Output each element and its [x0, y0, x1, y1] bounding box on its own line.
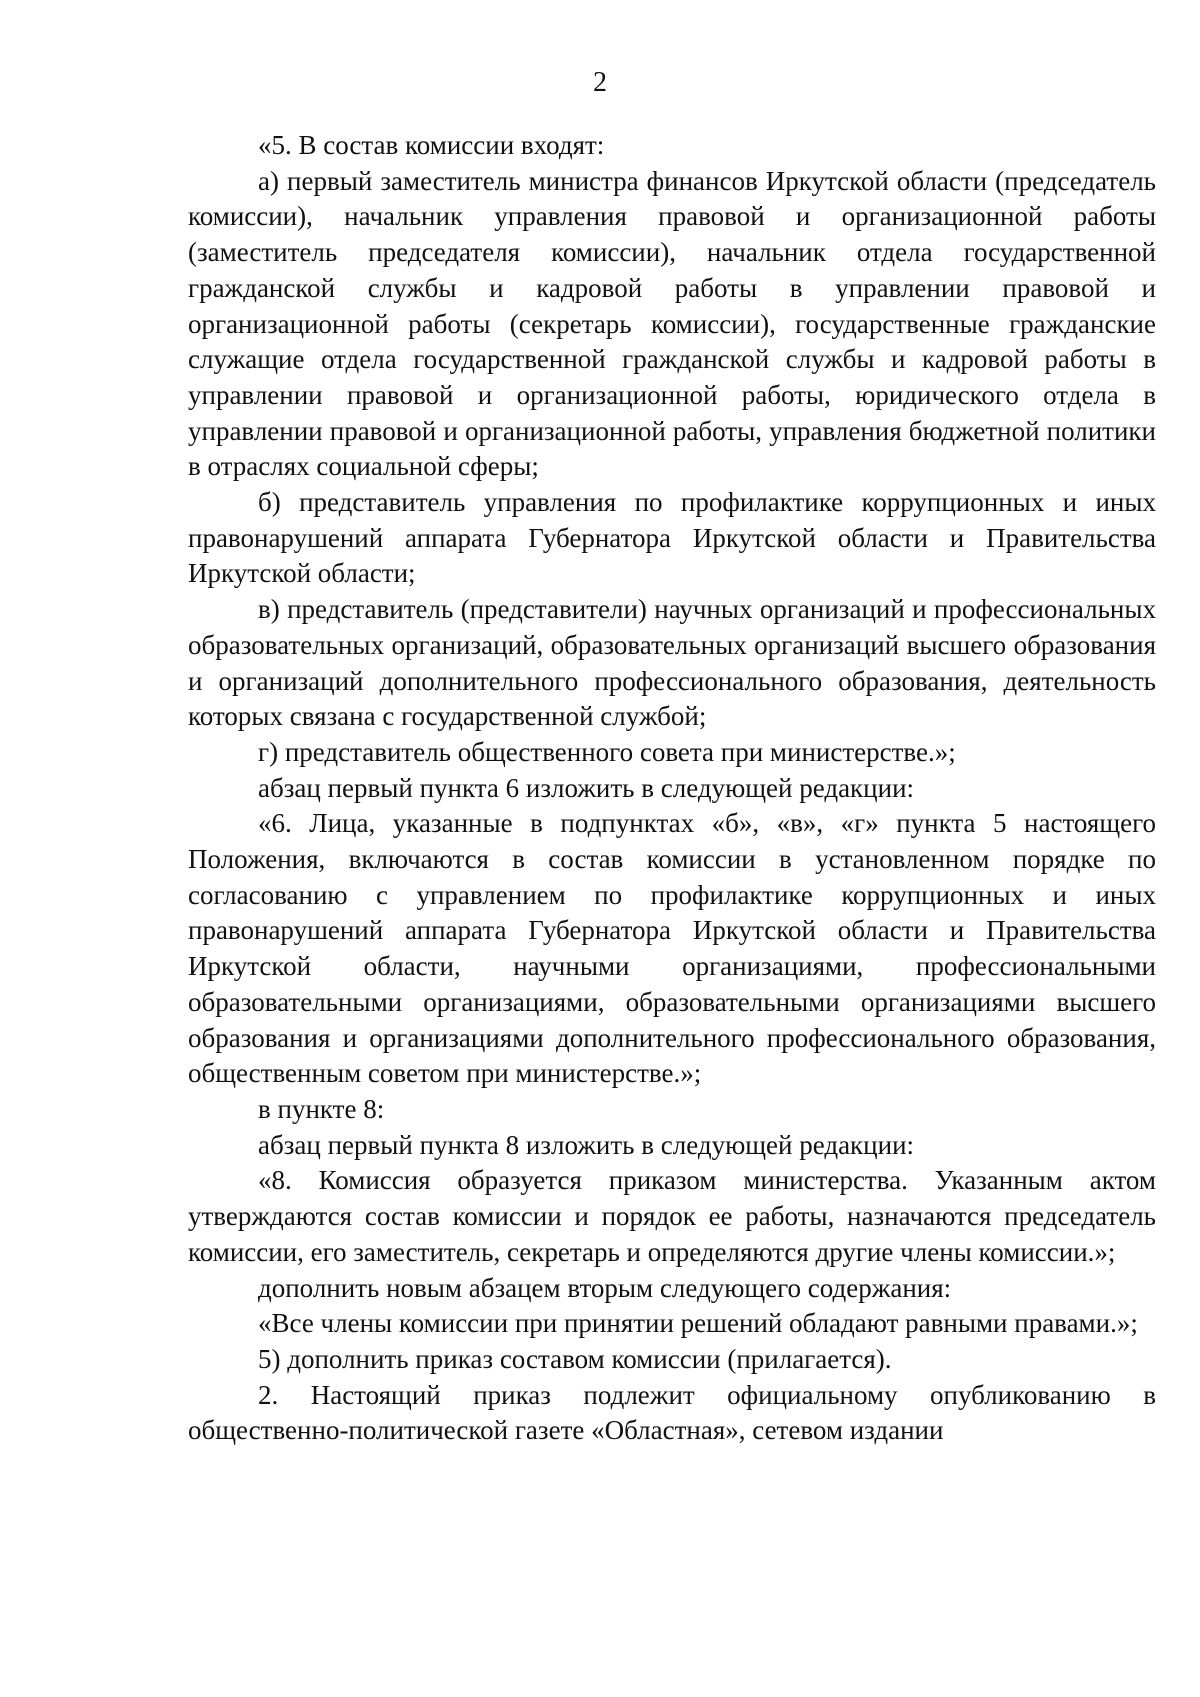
paragraph-item-8-heading: в пункте 8: [258, 1093, 385, 1124]
paragraph-subitem-g: г) представитель общественного совета при министерстве.»; [258, 736, 956, 767]
paragraph-item-8-instruction: абзац первый пункта 8 изложить в следующей редакции: [258, 1129, 915, 1160]
paragraph-item-6-instruction: абзац первый пункта 6 изложить в следующей редакции: [258, 772, 915, 803]
paragraph-subitem-a: а) первый заместитель министра финансов Иркутской области (председатель комиссии), начальник управления правовой и организационной работы (заместитель председателя комиссии), начальник отдела государственной гражданской службы и кадровой работы в управлении правовой и организационной работы (секретарь комиссии), государственные гражданские служащие отдела государственной гражданской службы и кадровой работы в управлении правовой и организационной работы, юридического отдела в управлении правовой и организационной работы, управления бюджетной политики в отраслях социальной сферы; [188, 165, 1156, 482]
paragraph-item-6-text: «6. Лица, указанные в подпунктах «б», «в», «г» пункта 5 настоящего Положения, включаются в состав комиссии в установленном порядке по согласованию с управлением по профилактике коррупционных и иных правонарушений аппарата Губернатора Иркутской области и Правительства Иркутской области, научными организациями, профессиональными образовательными организациями, образовательными организациями высшего образования и организациями дополнительного профессионального образования, общественным советом при министерстве.»; [188, 808, 1156, 1089]
page-number: 2 [593, 67, 607, 98]
paragraph-item-5-intro: «5. В состав комиссии входят: [258, 130, 605, 160]
paragraph-subitem-v: в) представитель (представители) научных организаций и профессиональных образовательных организаций, образовательных организаций высшего образования и организаций дополнительного профессионального образования, деятельность которых связана с государственной службой; [188, 594, 1156, 732]
paragraph-publication: 2. Настоящий приказ подлежит официальному опубликованию в общественно-политической газете «Областная», сетевом издании [188, 1379, 1156, 1446]
paragraph-subitem-b: б) представитель управления по профилактике коррупционных и иных правонарушений аппарата Губернатора Иркутской области и Правительства Иркутской области; [188, 487, 1156, 589]
paragraph-add-instruction: дополнить новым абзацем вторым следующего содержания: [258, 1272, 952, 1303]
paragraph-item-5-composition: 5) дополнить приказ составом комиссии (прилагается). [258, 1343, 892, 1374]
paragraph-item-8-text: «8. Комиссия образуется приказом министерства. Указанным актом утверждаются состав комиссии и порядок ее работы, назначаются председатель комиссии, его заместитель, секретарь и определяются другие члены комиссии.»; [188, 1165, 1156, 1267]
document-body [188, 128, 1156, 1449]
paragraph-equal-rights: «Все члены комиссии при принятии решений обладают равными правами.»; [258, 1308, 1138, 1339]
